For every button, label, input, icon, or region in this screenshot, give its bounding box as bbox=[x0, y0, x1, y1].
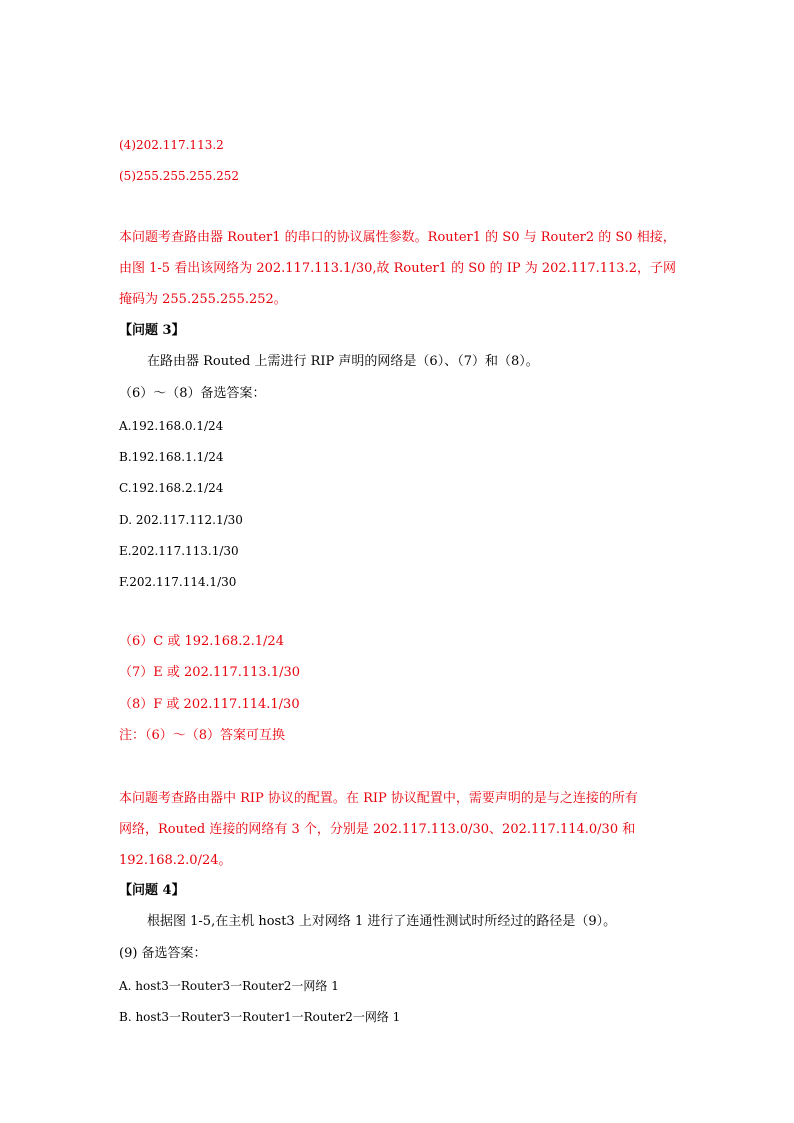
q3-answer-6: （6）C 或 192.168.2.1/24 bbox=[119, 634, 284, 649]
q3-question: 在路由器 Routed 上需进行 RIP 声明的网络是（6）、（7）和（8）。 bbox=[147, 354, 539, 369]
q4-option-a: A. host3一Router3一Router2一网络 1 bbox=[119, 979, 339, 993]
analysis-q2-line: 由图 1-5 看出该网络为 202.117.113.1/30,故 Router1 的 S0 的 IP 为 202.117.113.2，子网 bbox=[119, 261, 676, 276]
q4-heading: 【问题 4】 bbox=[119, 883, 185, 898]
answer-5: (5)255.255.255.252 bbox=[119, 169, 240, 183]
analysis-q3-line: 本问题考查路由器中 RIP 协议的配置。在 RIP 协议配置中，需要声明的是与之连接的所有 bbox=[119, 791, 638, 806]
q3-option-f: F.202.117.114.1/30 bbox=[119, 575, 237, 589]
q3-heading: 【问题 3】 bbox=[119, 323, 185, 338]
q4-option-b: B. host3一Router3一Router1一Router2一网络 1 bbox=[119, 1010, 401, 1024]
analysis-q3-line: 192.168.2.0/24。 bbox=[119, 853, 232, 868]
analysis-q2-line: 本问题考查路由器 Router1 的串口的协议属性参数。Router1 的 S0 与 Router2 的 S0 相接， bbox=[119, 230, 676, 245]
q3-option-a: A.192.168.0.1/24 bbox=[119, 419, 224, 433]
q3-option-d: D. 202.117.112.1/30 bbox=[119, 513, 243, 527]
q3-answer-7: （7）E 或 202.117.113.1/30 bbox=[119, 665, 301, 680]
q4-question: 根据图 1-5,在主机 host3 上对网络 1 进行了连通性测试时所经过的路径是（9）。 bbox=[147, 914, 617, 929]
q3-options-label: （6）～（8）备选答案： bbox=[119, 386, 266, 401]
q3-answer-8: （8）F 或 202.117.114.1/30 bbox=[119, 697, 300, 712]
q4-options-label: (9) 备选答案： bbox=[119, 946, 207, 961]
q3-option-b: B.192.168.1.1/24 bbox=[119, 450, 224, 464]
q3-option-c: C.192.168.2.1/24 bbox=[119, 481, 224, 495]
analysis-q2 bbox=[119, 222, 679, 315]
analysis-q3-line: 网络，Routed 连接的网络有 3 个，分别是 202.117.113.0/30、202.117.114.0/30 和 bbox=[119, 822, 636, 837]
q3-note: 注：（6）～（8）答案可互换 bbox=[119, 728, 286, 743]
answer-4: (4)202.117.113.2 bbox=[119, 138, 224, 152]
analysis-q2-line: 掩码为 255.255.255.252。 bbox=[119, 292, 287, 307]
q3-option-e: E.202.117.113.1/30 bbox=[119, 544, 239, 558]
analysis-q3 bbox=[119, 783, 679, 876]
